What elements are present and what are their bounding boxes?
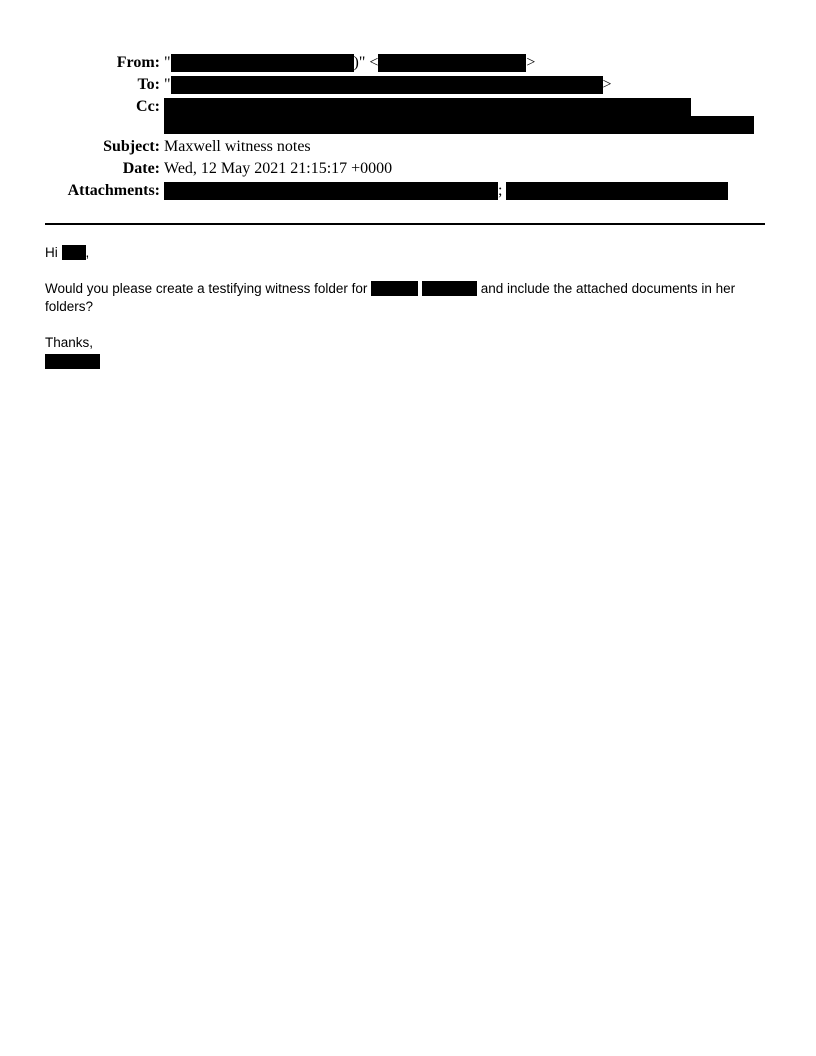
signature-redaction: [45, 354, 100, 369]
from-row: [0, 52, 816, 74]
request-suffix: and include the attached documents in her folders?: [45, 281, 736, 314]
subject-row: [0, 136, 816, 158]
cc-redaction-line-2: [164, 116, 754, 134]
greeting-suffix: ,: [85, 245, 90, 260]
to-redaction: [171, 76, 603, 94]
from-name-redaction: [171, 54, 354, 72]
request-paragraph: [45, 280, 765, 316]
date-value: Wed, 12 May 2021 21:15:17 +0000: [164, 160, 393, 177]
recipient-name-redaction: [62, 245, 86, 260]
attachments-value: [164, 180, 728, 202]
signoff-line: Thanks,: [45, 335, 94, 350]
from-quote-open: ": [164, 54, 171, 71]
from-angle-close: >: [526, 54, 536, 71]
header-divider: [45, 223, 765, 225]
witness-first-name-redaction: [371, 281, 418, 296]
to-angle-close: >: [602, 76, 612, 93]
attachments-separator: ;: [498, 182, 503, 199]
to-label: To:: [137, 76, 160, 93]
to-row: [0, 74, 816, 96]
greeting-line: [45, 244, 765, 262]
to-value: [164, 74, 612, 96]
attachment-2-redaction: [506, 182, 728, 200]
to-quote-open: ": [164, 76, 171, 93]
request-prefix: Would you please create a testifying witness folder for: [45, 281, 368, 296]
date-row: [0, 158, 816, 180]
date-label: Date:: [122, 160, 160, 177]
attachments-row: [0, 180, 816, 202]
from-angle-open: <: [369, 54, 379, 71]
attachment-1-redaction: [164, 182, 498, 200]
attachments-label: Attachments:: [67, 182, 160, 199]
witness-last-name-redaction: [422, 281, 477, 296]
subject-value: Maxwell witness notes: [164, 138, 311, 155]
from-label: From:: [116, 54, 160, 71]
greeting-prefix: Hi: [45, 245, 58, 260]
from-quote-close: )": [353, 54, 366, 71]
from-value: [164, 52, 535, 74]
subject-label: Subject:: [103, 138, 160, 155]
from-address-redaction: [378, 54, 526, 72]
cc-redaction-line-1: [164, 98, 691, 116]
cc-label: Cc:: [136, 98, 160, 115]
